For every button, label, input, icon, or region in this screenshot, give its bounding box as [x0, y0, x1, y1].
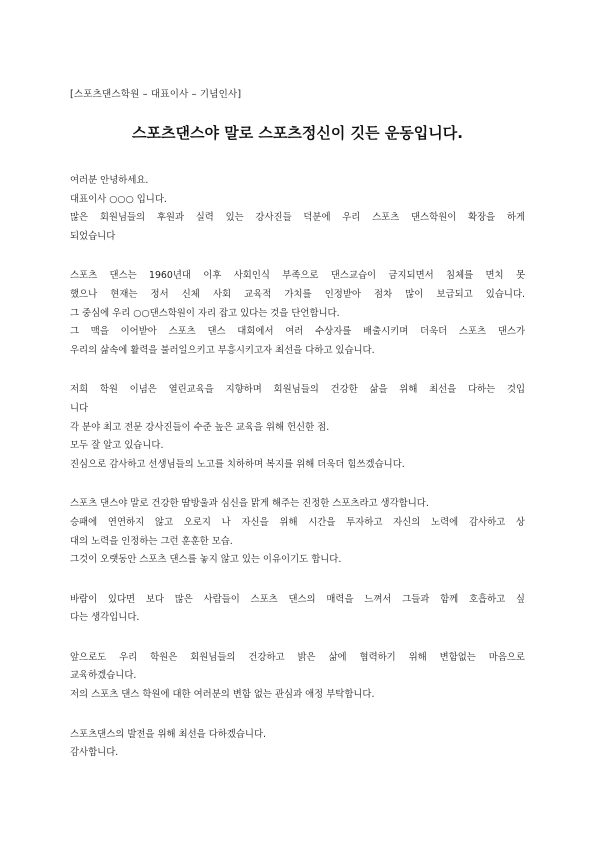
body-line: 저희 학원 이념은 열린교육을 지향하며 회원님들의 건강한 삶을 위해 최선을 다하는 것입 [70, 384, 525, 396]
body-line: 대의 노력을 인정하는 그런 훈훈한 모습. [70, 535, 233, 547]
paragraph-philosophy [70, 381, 525, 474]
body-line: 스포츠 댄스는 1960년대 이후 사회인식 부족으로 댄스교습이 금지되면서 침체를 면치 못 [70, 270, 525, 282]
body-line: 여러분 안녕하세요. [70, 175, 149, 186]
body-line: 교육하겠습니다. [70, 670, 137, 682]
body-line: 스포츠 댄스야 말로 건강한 땀방울과 심신을 맑게 해주는 진정한 스포츠라고 생각합니다. [70, 498, 429, 510]
body-line: 스포츠댄스의 발전을 위해 최선을 다하겠습니다. [70, 728, 267, 740]
body-line: 되었습니다 [70, 230, 116, 242]
body-line: 저의 스포츠 댄스 학원에 대한 여러분의 변함 없는 관심과 애정 부탁합니다. [70, 689, 375, 701]
body-line: 감사합니다. [70, 747, 119, 759]
body-line: 다는 생각입니다. [70, 612, 140, 624]
body-line: 그 중심에 우리 ○○댄스학원이 자리 잡고 있다는 것을 단언합니다. [70, 307, 340, 319]
paragraph-closing [70, 726, 525, 763]
body-line: 많은 회원님들의 후원과 실력 있는 강사진들 덕분에 우리 스포츠 댄스학원이 확장을 하게 [70, 212, 525, 224]
paragraph-greeting [70, 172, 525, 246]
body-line: 니다 [70, 402, 89, 414]
body-line: 대표이사 ○○○ 입니다. [70, 193, 167, 205]
paragraph-future [70, 649, 525, 705]
body-line: 각 분야 최고 전문 강사진들이 수준 높은 교육을 위해 헌신한 점. [70, 421, 330, 433]
body-line: 바람이 있다면 보다 많은 사람들이 스포츠 댄스의 매력을 느껴서 그들과 함께 호흡하고 싶 [70, 593, 525, 605]
body-line: 모두 잘 알고 있습니다. [70, 440, 164, 452]
document-body [70, 172, 525, 784]
document-title: 스포츠댄스야 말로 스포츠정신이 깃든 운동입니다. [132, 124, 463, 142]
paragraph-history [70, 267, 525, 360]
paragraph-wish [70, 591, 525, 628]
body-line: 진심으로 감사하고 선생님들의 노고를 치하하며 복지를 위해 더욱더 힘쓰겠습니다. [70, 458, 405, 470]
body-line: 그것이 오랫동안 스포츠 댄스를 놓지 않고 있는 이유이기도 합니다. [70, 554, 342, 566]
body-line: 승패에 연연하지 않고 오로지 나 자신을 위해 시간을 투자하고 자신의 노력에 감사하고 상 [70, 516, 525, 528]
body-line: 그 맥을 이어받아 스포츠 댄스 대회에서 여러 수상자를 배출시키며 더욱더 스포츠 댄스가 [70, 326, 525, 338]
body-line: 했으나 현재는 정서 신체 사회 교육적 가치를 인정받아 점차 많이 보급되고 있습니다. [70, 288, 525, 300]
document-header-tag: [스포츠댄스학원 – 대표이사 – 기념인사] [70, 89, 242, 100]
body-line: 앞으로도 우리 학원은 회원님들의 건강하고 밝은 삶에 협력하기 위해 변함없는 마음으로 [70, 651, 525, 663]
paragraph-sportsmanship [70, 495, 525, 569]
body-line: 우리의 삶속에 활력을 불러일으키고 부흥시키고자 최선을 다하고 있습니다. [70, 344, 375, 356]
